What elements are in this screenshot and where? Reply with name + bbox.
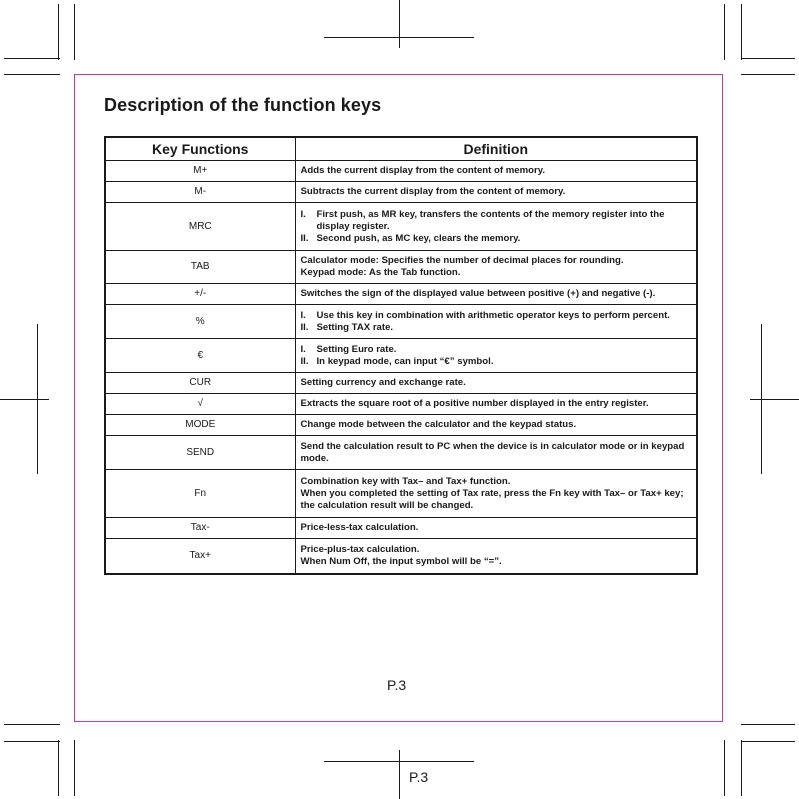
table-row (105, 339, 697, 373)
key-cell: Fn (105, 470, 295, 518)
page-number-slug: P.3 (409, 769, 429, 785)
table-row (105, 203, 697, 251)
definition-line: Change mode between the calculator and the keypad status. (300, 419, 577, 430)
crop-mark (4, 741, 60, 742)
definition-cell (295, 339, 697, 373)
list-item-text: Use this key in combination with arithmetic operator keys to perform percent. (316, 309, 670, 321)
key-cell: √ (105, 394, 295, 415)
list-item-number: I. (300, 208, 306, 220)
table-row (105, 436, 697, 470)
table-row (105, 161, 697, 182)
definition-line: Combination key with Tax– and Tax+ function. (300, 475, 511, 487)
key-cell: Tax+ (105, 539, 295, 574)
key-cell: SEND (105, 436, 295, 470)
definition-list-item (301, 209, 692, 233)
key-cell: € (105, 339, 295, 373)
list-item-text: First push, as MR key, transfers the contents of the memory register into the display register. (316, 208, 665, 232)
definition-list-item (301, 344, 692, 356)
key-cell: MODE (105, 415, 295, 436)
crop-mark (741, 724, 795, 725)
definition-cell (295, 305, 697, 339)
table-row (105, 518, 697, 539)
table-row (105, 539, 697, 574)
table-row (105, 284, 697, 305)
list-item-number: I. (300, 343, 306, 355)
definition-cell (295, 284, 697, 305)
key-cell: MRC (105, 203, 295, 251)
definition-cell (295, 182, 697, 203)
page-title: Description of the function keys (104, 95, 382, 115)
key-cell: M+ (105, 161, 295, 182)
list-item-text: Second push, as MC key, clears the memory. (316, 232, 521, 244)
definition-cell (295, 518, 697, 539)
crop-mark (4, 724, 60, 725)
definition-list-item (301, 310, 692, 322)
definition-line: Setting currency and exchange rate. (300, 377, 466, 388)
key-cell: +/- (105, 284, 295, 305)
definition-cell (295, 394, 697, 415)
definition-line: Price-plus-tax calculation. (300, 543, 420, 555)
table-row (105, 415, 697, 436)
definition-line: Switches the sign of the displayed value between positive (+) and negative (-). (300, 288, 656, 299)
crop-mark (741, 741, 795, 742)
definition-cell (295, 251, 697, 284)
key-cell: % (105, 305, 295, 339)
key-cell: M- (105, 182, 295, 203)
definition-cell (295, 436, 697, 470)
definition-line: Subtracts the current display from the content of memory. (300, 186, 566, 197)
definition-line: Calculator mode: Specifies the number of decimal places for rounding. (300, 255, 624, 266)
registration-mark (324, 761, 474, 762)
definition-list (301, 310, 692, 334)
definition-line: Extracts the square root of a positive number displayed in the entry register. (300, 398, 649, 409)
crop-mark (74, 740, 75, 796)
definition-cell (295, 373, 697, 394)
table-row (105, 305, 697, 339)
list-item-text: Setting TAX rate. (316, 321, 394, 333)
key-cell: Tax- (105, 518, 295, 539)
crop-mark (741, 58, 795, 59)
key-cell: CUR (105, 373, 295, 394)
function-key-table (104, 136, 698, 575)
page-number: P.3 (387, 677, 407, 693)
crop-mark (724, 740, 725, 796)
definition-line: When Num Off, the input symbol will be “=”. (300, 555, 502, 567)
list-item-number: I. (300, 309, 306, 321)
crop-mark (58, 740, 59, 796)
definition-list (301, 209, 692, 245)
crop-mark (74, 4, 75, 60)
definition-list-item (301, 322, 692, 334)
list-item-text: Setting Euro rate. (316, 343, 397, 355)
registration-mark (0, 399, 49, 400)
table-row (105, 182, 697, 203)
crop-mark (4, 58, 60, 59)
crop-mark (724, 4, 725, 60)
table-row (105, 470, 697, 518)
registration-mark (399, 0, 400, 48)
list-item-number: II. (300, 355, 309, 367)
column-header-key: Key Functions (105, 137, 295, 161)
crop-mark (741, 4, 742, 60)
definition-cell (295, 203, 697, 251)
table-row (105, 394, 697, 415)
definition-cell (295, 161, 697, 182)
table-row (105, 251, 697, 284)
definition-line: Send the calculation result to PC when the device is in calculator mode or in keypad mode. (300, 440, 685, 464)
crop-mark (741, 74, 795, 75)
registration-mark (399, 750, 400, 799)
list-item-number: II. (300, 321, 309, 333)
definition-line: Keypad mode: As the Tab function. (300, 267, 461, 278)
definition-line: Adds the current display from the content of memory. (300, 165, 545, 176)
definition-cell (295, 539, 697, 574)
registration-mark (750, 399, 799, 400)
definition-cell (295, 470, 697, 518)
column-header-definition: Definition (295, 137, 697, 161)
key-cell: TAB (105, 251, 295, 284)
list-item-number: II. (300, 232, 309, 244)
crop-mark (741, 740, 742, 796)
definition-list-item (301, 233, 692, 245)
registration-mark (324, 37, 474, 38)
crop-mark (4, 74, 60, 75)
definition-cell (295, 415, 697, 436)
definition-line: Price-less-tax calculation. (300, 522, 419, 533)
crop-mark (58, 4, 59, 60)
definition-list (301, 344, 692, 368)
list-item-text: In keypad mode, can input “€” symbol. (316, 355, 494, 367)
table-header-row (105, 137, 697, 161)
definition-line: When you completed the setting of Tax rate, press the Fn key with Tax– or Tax+ key; the calculation result will be changed. (300, 487, 684, 511)
table-row (105, 373, 697, 394)
definition-list-item (301, 356, 692, 368)
